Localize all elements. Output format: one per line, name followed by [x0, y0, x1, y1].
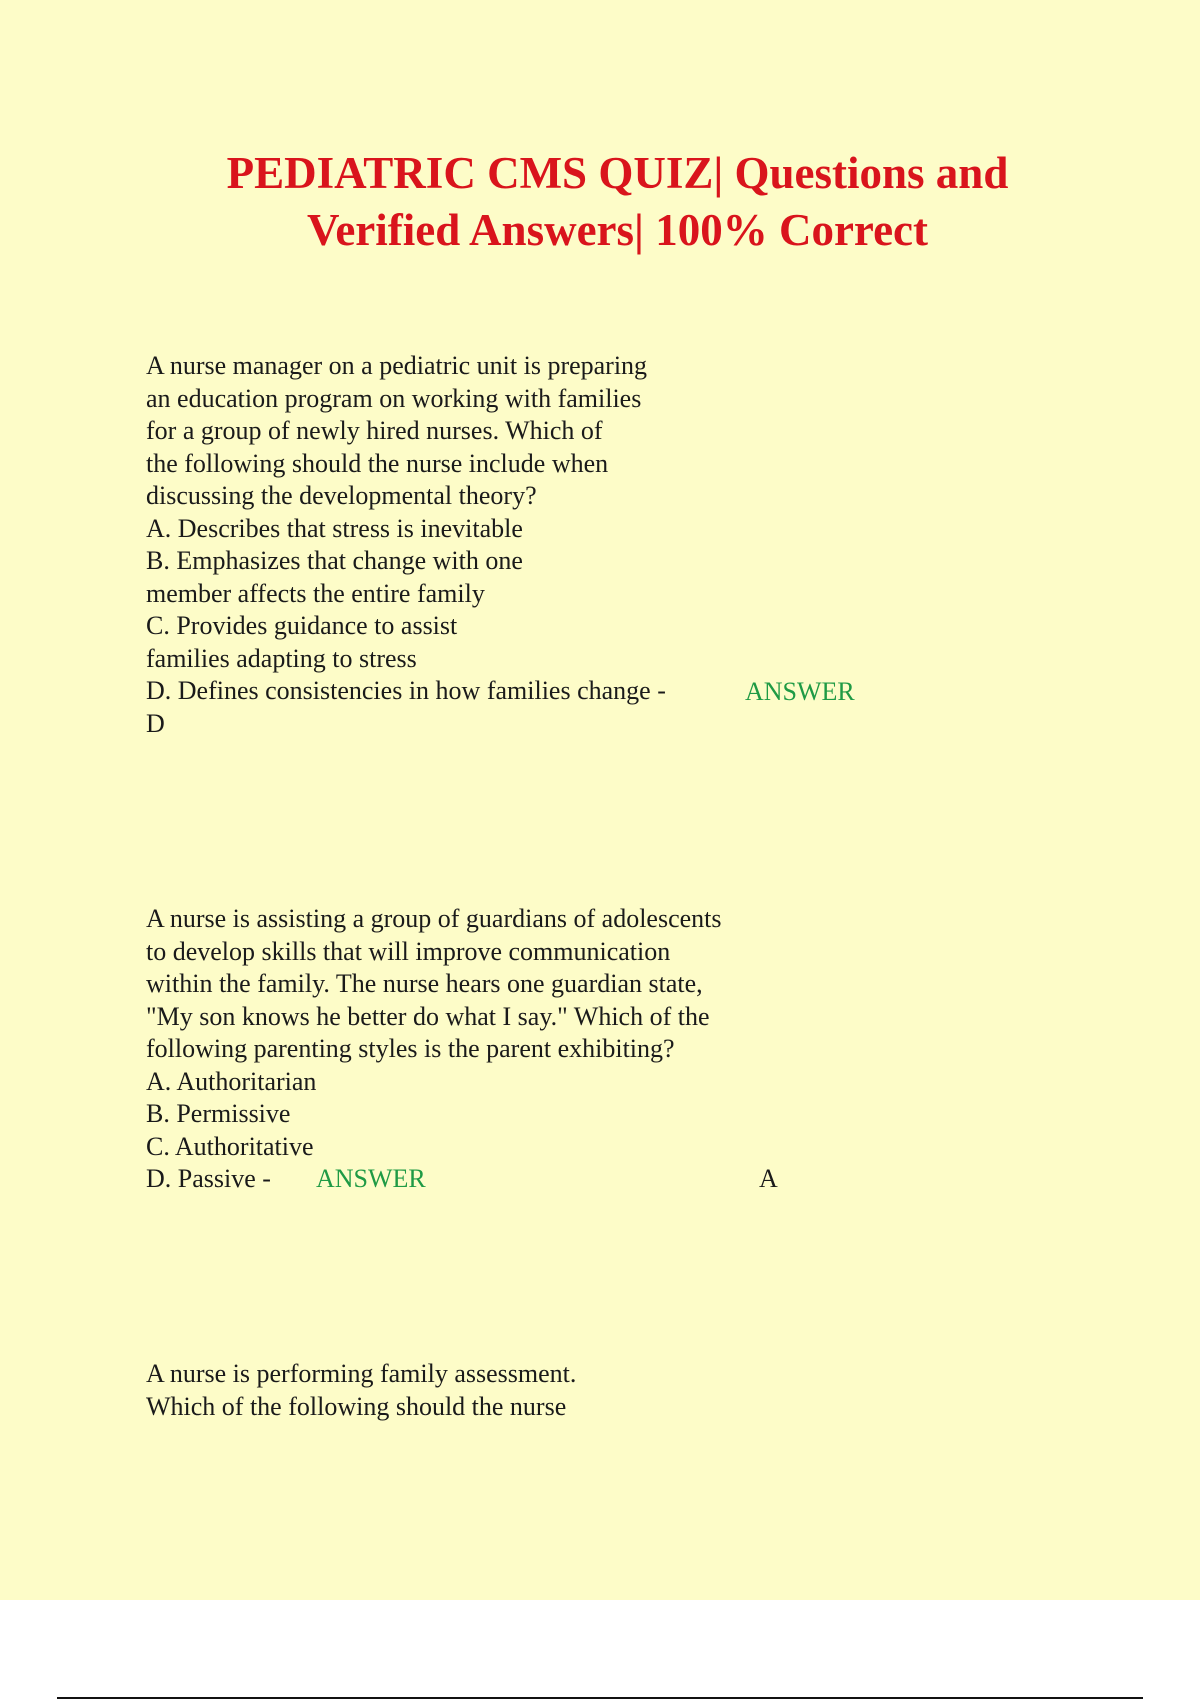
question-1-line: discussing the developmental theory?: [146, 481, 537, 510]
question-2-option-b: B. Permissive: [146, 1099, 291, 1128]
question-2-line: to develop skills that will improve communication: [146, 936, 671, 966]
document-title: [0, 145, 1200, 259]
question-2: [146, 903, 722, 1196]
question-1-line: the following should the nurse include when: [146, 448, 609, 478]
question-3-line: Which of the following should the nurse: [146, 1391, 567, 1421]
question-1-option-c-cont: families adapting to stress: [146, 643, 417, 673]
question-1-line: for a group of newly hired nurses. Which of: [146, 416, 603, 445]
question-2-answer-label: ANSWER: [316, 1164, 426, 1193]
title-line-2: Verified Answers| 100% Correct: [306, 205, 929, 255]
question-2-line: "My son knows he better do what I say." Which of the: [146, 1001, 710, 1031]
question-1-option-c: C. Provides guidance to assist: [146, 611, 458, 640]
question-2-line: A nurse is assisting a group of guardians of adolescents: [146, 904, 722, 933]
question-3: [146, 1358, 576, 1423]
question-3-line: A nurse is performing family assessment.: [146, 1359, 577, 1388]
question-1-line: A nurse manager on a pediatric unit is preparing: [146, 351, 648, 380]
question-2-line: within the family. The nurse hears one guardian state,: [146, 969, 703, 998]
question-1-answer-label: ANSWER: [745, 677, 855, 706]
title-line-1: PEDIATRIC CMS QUIZ| Questions and: [226, 148, 1009, 198]
footer-divider: [57, 1697, 1143, 1699]
question-2-line: following parenting styles is the parent exhibiting?: [146, 1034, 675, 1063]
question-2-answer: A: [759, 1164, 778, 1193]
question-2-option-c: C. Authoritative: [146, 1131, 314, 1161]
question-2-option-a: A. Authoritarian: [146, 1066, 317, 1096]
question-1-option-b-cont: member affects the entire family: [146, 578, 485, 608]
question-1: [146, 350, 666, 708]
question-1-option-d: D. Defines consistencies in how families change -: [146, 676, 666, 705]
question-1-option-b: B. Emphasizes that change with one: [146, 546, 523, 575]
question-1-line: an education program on working with families: [146, 383, 642, 413]
question-1-answer: D: [146, 709, 165, 738]
question-1-option-a: A. Describes that stress is inevitable: [146, 513, 523, 543]
question-2-option-d: D. Passive -: [146, 1164, 271, 1193]
